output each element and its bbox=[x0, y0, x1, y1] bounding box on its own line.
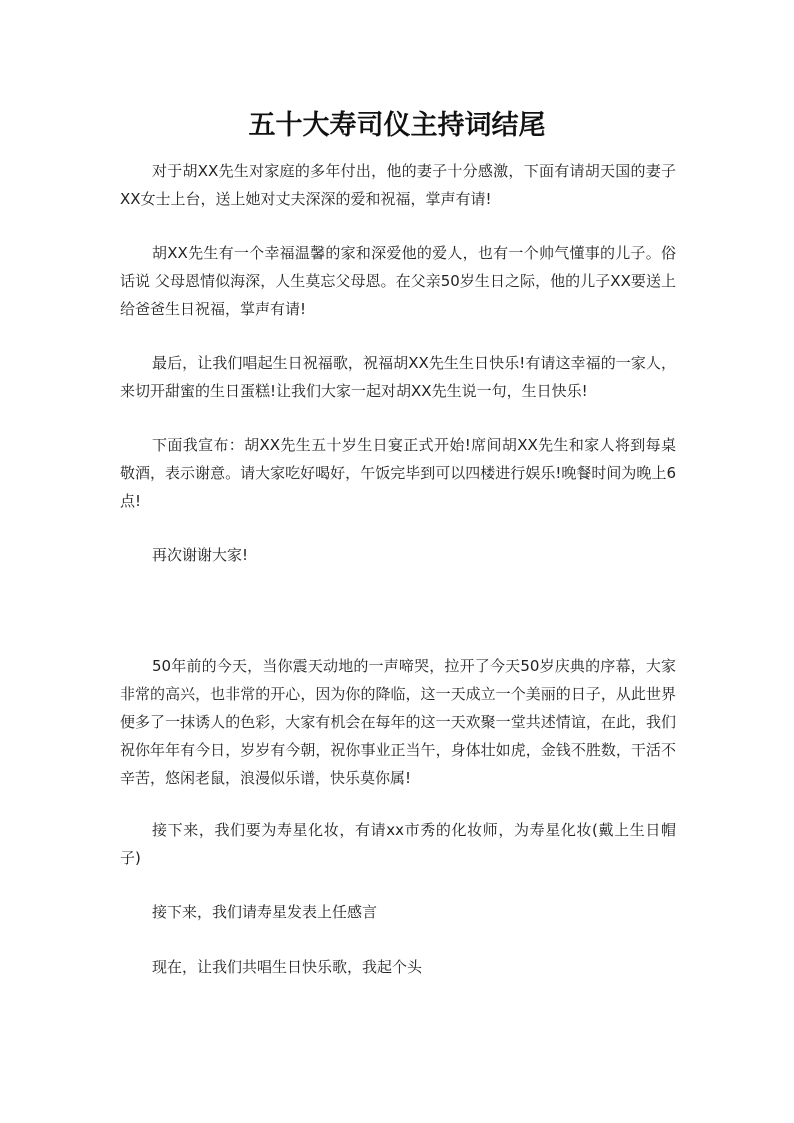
paragraph-wife-blessing: 对于胡XX先生对家庭的多年付出，他的妻子十分感激，下面有请胡天国的妻子XX女士上台，送上她对丈夫深深的爱和祝福，掌声有请! bbox=[120, 162, 676, 208]
paragraph-fifty-years-greeting: 50年前的今天，当你震天动地的一声啼哭，拉开了今天50岁庆典的序幕，大家非常的高兴，也非常的开心，因为你的降临，这一天成立一个美丽的日子，从此世界便多了一抹诱人的色彩，大家有机会在每年的这一天欢聚一堂共述情谊，在此，我们祝你年年有今日，岁岁有今朝，祝你事业正当午，身体壮如虎，金钱不胜数，干活不辛苦，悠闲老鼠，浪漫似乐谱，快乐莫你属! bbox=[120, 657, 676, 787]
paragraph-sing-song: 现在，让我们共唱生日快乐歌，我起个头 bbox=[152, 958, 423, 976]
page-title: 五十大寿司仪主持词结尾 bbox=[248, 110, 546, 141]
paragraph-banquet-announcement: 下面我宣布：胡XX先生五十岁生日宴正式开始!席间胡XX先生和家人将到每桌敬酒，表示谢意。请大家吃好喝好，午饭完毕到可以四楼进行娱乐!晚餐时间为晚上6点! bbox=[120, 436, 676, 510]
paragraph-birthday-song-cake: 最后，让我们唱起生日祝福歌，祝福胡XX先生生日快乐!有请这幸福的一家人，来切开甜蜜的生日蛋糕!让我们大家一起对胡XX先生说一句，生日快乐! bbox=[120, 354, 676, 400]
paragraph-son-blessing: 胡XX先生有一个幸福温馨的家和深爱他的爱人，也有一个帅气懂事的儿子。俗话说 父母恩情似海深，人生莫忘父母恩。在父亲50岁生日之际，他的儿子XX要送上给爸爸生日祝福，掌声有请! bbox=[120, 244, 676, 318]
paragraph-thanks: 再次谢谢大家! bbox=[152, 546, 249, 564]
paragraph-makeup: 接下来，我们要为寿星化妆，有请xx市秀的化妆师，为寿星化妆(戴上生日帽子) bbox=[120, 821, 676, 867]
paragraph-speech: 接下来，我们请寿星发表上任感言 bbox=[152, 903, 378, 921]
